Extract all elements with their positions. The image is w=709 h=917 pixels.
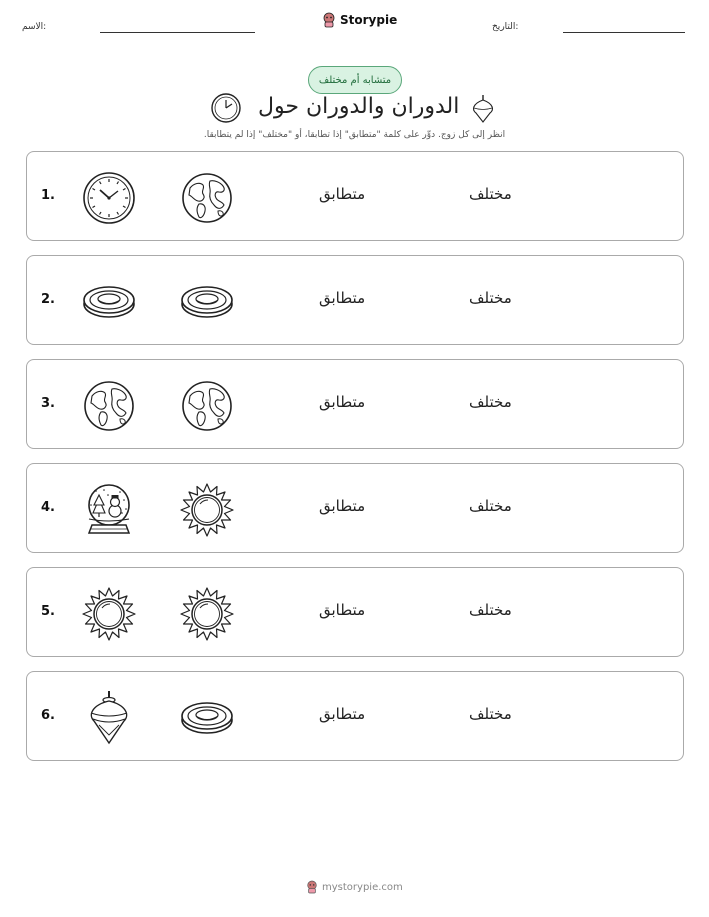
date-label: التاريخ: bbox=[492, 22, 519, 32]
ring-icon bbox=[180, 691, 234, 745]
sun-icon bbox=[180, 587, 234, 641]
row-card bbox=[26, 151, 684, 241]
globe-icon bbox=[82, 379, 136, 433]
different-option[interactable]: مختلف bbox=[469, 185, 512, 203]
row-number: 2. bbox=[41, 292, 55, 307]
spinning-top-icon bbox=[468, 94, 498, 124]
different-option[interactable]: مختلف bbox=[469, 497, 512, 515]
ring-icon bbox=[82, 275, 136, 329]
row-card bbox=[26, 671, 684, 761]
clock-icon bbox=[210, 92, 242, 124]
same-option[interactable]: متطابق bbox=[319, 393, 366, 411]
spinning-top-icon bbox=[82, 691, 136, 745]
globe-icon bbox=[180, 379, 234, 433]
row-card bbox=[26, 567, 684, 657]
row-number: 5. bbox=[41, 604, 55, 619]
name-label: الاسم: bbox=[22, 22, 47, 32]
date-line[interactable] bbox=[563, 32, 685, 33]
row-number: 3. bbox=[41, 396, 55, 411]
different-option[interactable]: مختلف bbox=[469, 705, 512, 723]
category-badge: متشابه أم مختلف bbox=[308, 66, 402, 94]
same-option[interactable]: متطابق bbox=[319, 705, 366, 723]
row-number: 4. bbox=[41, 500, 55, 515]
clock-icon bbox=[82, 171, 136, 225]
row-number: 6. bbox=[41, 708, 55, 723]
footer bbox=[306, 880, 403, 894]
different-option[interactable]: مختلف bbox=[469, 393, 512, 411]
storypie-mascot-icon bbox=[306, 880, 318, 894]
footer-url[interactable]: mystorypie.com bbox=[322, 881, 403, 893]
different-option[interactable]: مختلف bbox=[469, 289, 512, 307]
page-title: الدوران والدوران حول bbox=[258, 94, 460, 119]
storypie-mascot-icon bbox=[322, 12, 336, 28]
instructions: انظر إلى كل زوج. دوِّر على كلمة "متطابق" إذا تطابقا، أو "مختلف" إذا لم يتطابقا. bbox=[203, 130, 506, 140]
different-option[interactable]: مختلف bbox=[469, 601, 512, 619]
title-row bbox=[0, 92, 709, 126]
same-option[interactable]: متطابق bbox=[319, 289, 366, 307]
sun-icon bbox=[82, 587, 136, 641]
row-card bbox=[26, 255, 684, 345]
brand-logo bbox=[322, 12, 397, 28]
sun-icon bbox=[180, 483, 234, 537]
brand-name: Storypie bbox=[340, 13, 398, 27]
row-number: 1. bbox=[41, 188, 55, 203]
same-option[interactable]: متطابق bbox=[319, 185, 366, 203]
globe-icon bbox=[180, 171, 234, 225]
ring-icon bbox=[180, 275, 234, 329]
same-option[interactable]: متطابق bbox=[319, 497, 366, 515]
row-card bbox=[26, 359, 684, 449]
name-line[interactable] bbox=[100, 32, 255, 33]
same-option[interactable]: متطابق bbox=[319, 601, 366, 619]
row-card bbox=[26, 463, 684, 553]
snow-globe-icon bbox=[82, 483, 136, 537]
